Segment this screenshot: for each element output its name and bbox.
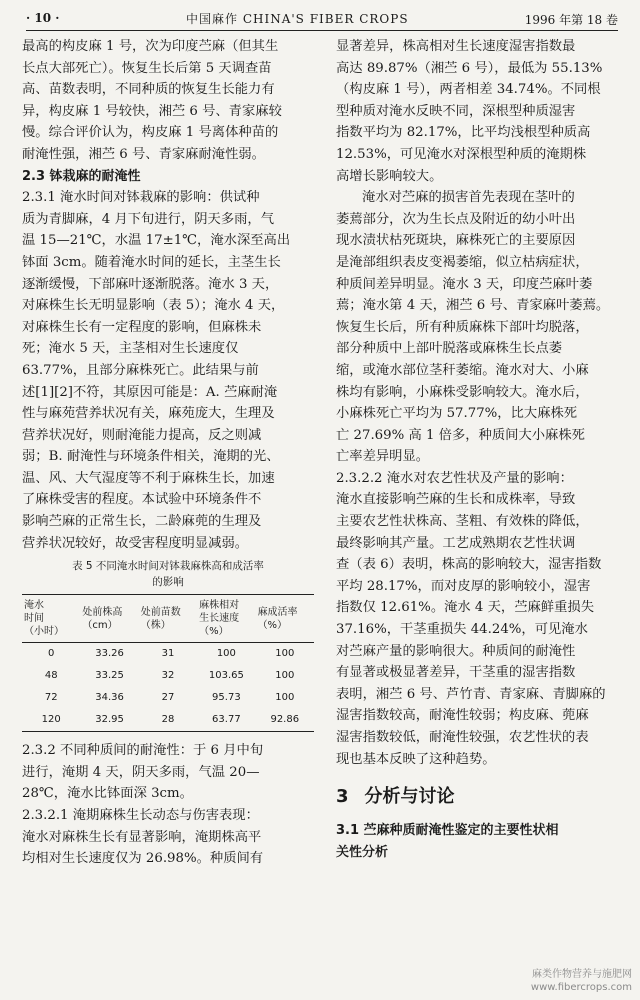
table-row xyxy=(22,665,314,687)
table-cell: 100 xyxy=(275,648,295,660)
left-column xyxy=(22,36,314,870)
table-cell: 95.73 xyxy=(212,692,241,704)
text-line: 有显著或极显著差异，干茎重的湿害指数 xyxy=(336,665,576,681)
watermark xyxy=(531,968,632,994)
text-line: 淹水对苎麻的损害首先表现在茎叶的 xyxy=(362,190,575,206)
table-cell: 33.26 xyxy=(95,648,124,660)
text-line: 现也基本反映了这种趋势。 xyxy=(336,751,496,767)
text-line: 性与麻苑营养状况有关，麻苑庞大，生理及 xyxy=(22,406,275,422)
text-line: 63.77%，且部分麻株死亡。此结果与前 xyxy=(22,362,259,378)
table-cell: 100 xyxy=(275,670,295,682)
table-header-cell: 麻株相对 生长速度 （%） xyxy=(199,600,240,638)
text-line: 逐渐缓慢，下部麻叶逐渐脱落。淹水 3 天， xyxy=(22,276,279,292)
table-cell: 32.95 xyxy=(95,714,124,726)
text-line: 指数仅 12.61%。淹水 4 天，苎麻鲜重损失 xyxy=(336,600,594,616)
text-line: 种质间差异明显。淹水 3 天，印度苎麻叶萎 xyxy=(336,276,593,292)
table-5-caption-line2: 的影响 xyxy=(152,576,184,589)
text-line: 现水渍状枯死斑块，麻株死亡的主要原因 xyxy=(336,233,576,249)
text-line: 亡 27.69% 高 1 倍多，种质间大小麻株死 xyxy=(336,427,585,443)
text-line: 慢。综合评价认为，构皮麻 1 号离体种苗的 xyxy=(22,125,279,141)
text-line: 表明，湘苎 6 号、芦竹青、青家麻、青脚麻的 xyxy=(336,686,606,702)
table-header-cell: 处前苗数 （株） xyxy=(140,606,181,631)
text-line: 主要农艺性状株高、茎粗、有效株的降低， xyxy=(336,514,589,530)
table-row xyxy=(22,643,314,666)
table-cell: 31 xyxy=(161,648,175,660)
table-cell: 63.77 xyxy=(212,714,241,726)
issue-label: 1996 年第 18 卷 xyxy=(524,13,618,27)
table-5-caption-line1: 表 5 不同淹水时间对钵栽麻株高和成活率 xyxy=(72,560,264,573)
text-line: 淹水对麻株生长有显著影响，淹期株高平 xyxy=(22,829,262,845)
table-header-cell: 淹水 时间 （小时） xyxy=(24,600,64,638)
table-cell: 103.65 xyxy=(208,670,244,682)
text-line: 型种质对淹水反映不同，深根型种质湿害 xyxy=(336,103,576,119)
text-line: 萎蔫部分，次为生长点及附近的幼小叶出 xyxy=(336,211,576,227)
text-line: 小麻株死亡平均为 57.77%，比大麻株死 xyxy=(336,406,578,422)
text-line: 2.3.2.2 淹水对农艺性状及产量的影响： xyxy=(336,470,573,486)
text-line: 显著差异，株高相对生长速度湿害指数最 xyxy=(336,39,576,54)
text-line: 温 15—21℃，水温 17±1℃，淹水深至高出 xyxy=(22,233,291,249)
text-line: 对麻株生长有一定程度的影响，但麻株未 xyxy=(22,319,262,335)
text-line: 恢复生长后，所有种质麻株下部叶均脱落， xyxy=(336,319,589,335)
watermark-line1: 麻类作物营养与施肥网 xyxy=(532,969,632,980)
text-line: （构皮麻 1 号），两者相差 34.74%。不同根 xyxy=(336,82,601,98)
section-3-title: 分析与讨论 xyxy=(364,786,455,808)
text-line: 均相对生长速度仅为 26.98%。种质间有 xyxy=(22,851,264,867)
table-body xyxy=(22,643,314,732)
text-line: 平均 28.17%，而对皮厚的影响较小，湿害 xyxy=(336,578,591,594)
table-header-row xyxy=(22,595,314,643)
section-3-1-heading-line2: 关性分析 xyxy=(336,844,389,860)
section-2-3-heading: 2.3 钵栽麻的耐淹性 xyxy=(22,168,141,184)
table-cell: 100 xyxy=(275,692,295,704)
table-cell: 100 xyxy=(216,648,236,660)
page-header xyxy=(26,8,618,31)
section-2-3-1-paragraph xyxy=(22,187,314,554)
section-2-3-2-paragraph xyxy=(22,740,314,870)
text-line: 是淹部组织表皮变褐萎缩，似立枯病症状， xyxy=(336,254,589,270)
table-5-caption xyxy=(22,558,314,590)
text-line: 异，构皮麻 1 号较快，湘苎 6 号、青家麻较 xyxy=(22,103,282,119)
journal-title: 中国麻作 CHINA'S FIBER CROPS xyxy=(186,12,409,26)
table-cell: 120 xyxy=(41,714,61,726)
text-line: 蔫；淹水第 4 天，湘苎 6 号、青家麻叶萎蔫。 xyxy=(336,298,610,314)
right-paragraph-2 xyxy=(336,187,626,468)
table-header-cell: 处前株高 （cm） xyxy=(82,606,123,631)
text-line: 12.53%，可见淹水对深根型种质的淹期株 xyxy=(336,146,587,162)
table-cell: 28 xyxy=(161,714,175,726)
text-line: 株均有影响，小麻株受影响较大。淹水后， xyxy=(336,384,589,400)
text-line: 对麻株生长无明显影响（表 5）；淹水 4 天， xyxy=(22,298,285,314)
text-line: 进行，淹期 4 天，阴天多雨，气温 20— xyxy=(22,764,260,780)
section-3-1-heading-line1: 3.1 苎麻种质耐淹性鉴定的主要性状相 xyxy=(336,823,559,839)
table-cell: 0 xyxy=(48,648,55,660)
text-line: 述[1][2]不符，其原因可能是：A. 苎麻耐淹 xyxy=(22,384,278,400)
table-cell: 48 xyxy=(44,670,58,682)
text-line: 影响苎麻的正常生长，二龄麻蔸的生理及 xyxy=(22,514,262,530)
table-cell: 34.36 xyxy=(95,692,124,704)
text-line: 指数平均为 82.17%，比平均浅根型种质高 xyxy=(336,125,591,141)
text-line: 对苎麻产量的影响很大。种质间的耐淹性 xyxy=(336,643,576,659)
table-5 xyxy=(22,594,314,732)
table-row xyxy=(22,709,314,732)
text-line: 高达 89.87%（湘苎 6 号），最低为 55.13% xyxy=(336,60,603,76)
text-line: 2.3.2 不同种质间的耐淹性：于 6 月中旬 xyxy=(22,743,264,759)
table-cell: 92.86 xyxy=(270,714,300,726)
table-cell: 72 xyxy=(44,692,58,704)
table-header-cell: 麻成活率 （%） xyxy=(257,606,298,631)
table-cell: 33.25 xyxy=(95,670,124,682)
text-line: 高、苗数表明，不同种质的恢复生长能力有 xyxy=(22,82,275,98)
text-line: 部分种质中上部叶脱落或麻株生长点萎 xyxy=(336,341,563,357)
section-3-heading xyxy=(336,786,626,812)
text-line: 高增长影响较大。 xyxy=(336,168,443,184)
text-line: 营养状况较好，故受害程度明显减弱。 xyxy=(22,535,249,551)
text-line: 湿害指数较高，耐淹性较弱；构皮麻、蔸麻 xyxy=(336,708,589,724)
text-line: 了麻株受害的程度。本试验中环境条件不 xyxy=(22,492,262,508)
text-line: 28℃，淹水比钵面深 3cm。 xyxy=(22,786,193,802)
text-line: 温、风、大气湿度等不利于麻株生长，加速 xyxy=(22,470,275,486)
intro-paragraph xyxy=(22,36,314,166)
right-column xyxy=(336,36,626,863)
text-line: 缩，或淹水部位茎秆萎缩。淹水对大、小麻 xyxy=(336,362,589,378)
text-line: 37.16%，干茎重损失 44.24%，可见淹水 xyxy=(336,622,588,638)
text-line: 最终影响其产量。工艺成熟期农艺性状调 xyxy=(336,535,576,551)
text-line: 耐淹性强，湘苎 6 号、青家麻耐淹性弱。 xyxy=(22,146,265,162)
text-line: 钵面 3cm。随着淹水时间的延长，主茎生长 xyxy=(22,254,281,270)
table-row xyxy=(22,687,314,709)
table-cell: 32 xyxy=(161,670,175,682)
text-line: 长点大部死亡）。恢复生长后第 5 天调查苗 xyxy=(22,60,272,76)
text-line: 查（表 6）表明，株高的影响较大，湿害指数 xyxy=(336,557,602,573)
text-line: 质为青脚麻，4 月下旬进行，阴天多雨，气 xyxy=(22,211,275,227)
text-line: 死；淹水 5 天，主茎相对生长速度仅 xyxy=(22,341,239,357)
watermark-line2: www.fibercrops.com xyxy=(530,982,632,993)
text-line: 最高的构皮麻 1 号，次为印度苎麻（但其生 xyxy=(22,39,279,54)
text-line: 淹水直接影响苎麻的生长和成株率，导致 xyxy=(336,492,576,508)
right-paragraph-1 xyxy=(336,36,626,187)
text-line: 2.3.1 淹水时间对钵栽麻的影响：供试种 xyxy=(22,190,260,206)
table-cell: 27 xyxy=(161,692,175,704)
page-number: · 10 · xyxy=(26,11,60,25)
text-line: 湿害指数较低，耐淹性较强，农艺性状的表 xyxy=(336,730,589,745)
text-line: 亡率差异明显。 xyxy=(336,449,430,465)
section-2-3-2-2-paragraph xyxy=(336,468,626,770)
section-3-number: 3 xyxy=(336,786,349,808)
text-line: 营养状况好，则耐淹能力提高，反之则减 xyxy=(22,427,262,443)
text-line: 弱；B. 耐淹性与环境条件相关，淹期的光、 xyxy=(22,449,280,465)
text-line: 2.3.2.1 淹期麻株生长动态与伤害表现： xyxy=(22,808,259,824)
